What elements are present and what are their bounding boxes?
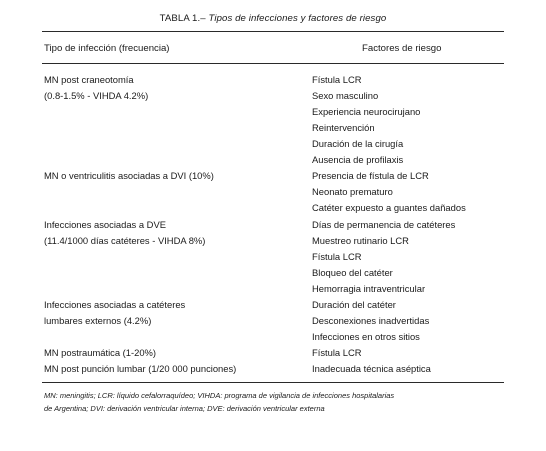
risk-factor-line: Experiencia neurocirujano [312, 106, 421, 117]
infection-type-line: (11.4/1000 días catéteres - VIHDA 8%) [44, 235, 206, 246]
risk-factor-line: Hemorragia intraventricular [312, 283, 426, 294]
footnote-line: de Argentina; DVI: derivación ventricular interna; DVE: derivación ventricular externa [44, 403, 325, 413]
infection-type-line: lumbares externos (4.2%) [44, 315, 152, 326]
column-header-risk-factors: Factores de riesgo [362, 43, 442, 54]
table-label: TABLA 1. [159, 13, 201, 24]
risk-factor-line: Reintervención [312, 122, 375, 133]
risk-factor-line: Inadecuada técnica aséptica [312, 363, 431, 374]
table-footnote [44, 390, 514, 415]
infection-type-line: Infecciones asociadas a catéteres [44, 299, 186, 310]
table-subtitle: Tipos de infecciones y factores de riesgo [208, 13, 387, 24]
infection-type-line: MN post punción lumbar (1/20 000 punciones) [44, 363, 237, 374]
risk-factor-line: Muestreo rutinario LCR [312, 235, 409, 246]
risk-factor-line: Fístula LCR [312, 74, 362, 85]
infection-type-line: MN o ventriculitis asociadas a DVI (10%) [44, 170, 214, 181]
risk-factor-line: Infecciones en otros sitios [312, 331, 420, 342]
table-title [0, 13, 546, 24]
risk-factor-line: Fístula LCR [312, 251, 362, 262]
header-rule [42, 63, 504, 64]
risk-factor-line: Desconexiones inadvertidas [312, 315, 430, 326]
risk-factor-line: Bloqueo del catéter [312, 267, 393, 278]
risk-factor-line: Duración de la cirugía [312, 138, 404, 149]
bottom-rule [42, 382, 504, 383]
infection-type-line: MN post craneotomía [44, 74, 134, 85]
column-header-infection-type: Tipo de infección (frecuencia) [44, 43, 170, 54]
risk-factor-line: Fístula LCR [312, 347, 362, 358]
infection-type-line: Infecciones asociadas a DVE [44, 219, 166, 230]
risk-factor-line: Catéter expuesto a guantes dañados [312, 202, 466, 213]
risk-factor-line: Duración del catéter [312, 299, 396, 310]
risk-factor-line: Sexo masculino [312, 90, 379, 101]
footnote-line: MN: meningitis; LCR: líquido cefalorraquídeo; VIHDA: programa de vigilancia de infecciones hospitalarias [44, 391, 395, 400]
infection-type-line: MN postraumática (1-20%) [44, 347, 157, 358]
risk-factor-line: Ausencia de profilaxis [312, 154, 404, 165]
top-rule [42, 31, 504, 32]
infection-type-line: (0.8-1.5% - VIHDA 4.2%) [44, 90, 149, 101]
risk-factor-line: Días de permanencia de catéteres [312, 219, 456, 230]
risk-factor-line: Presencia de fístula de LCR [312, 170, 429, 181]
title-dash: – [200, 13, 206, 24]
risk-factor-line: Neonato prematuro [312, 186, 393, 197]
